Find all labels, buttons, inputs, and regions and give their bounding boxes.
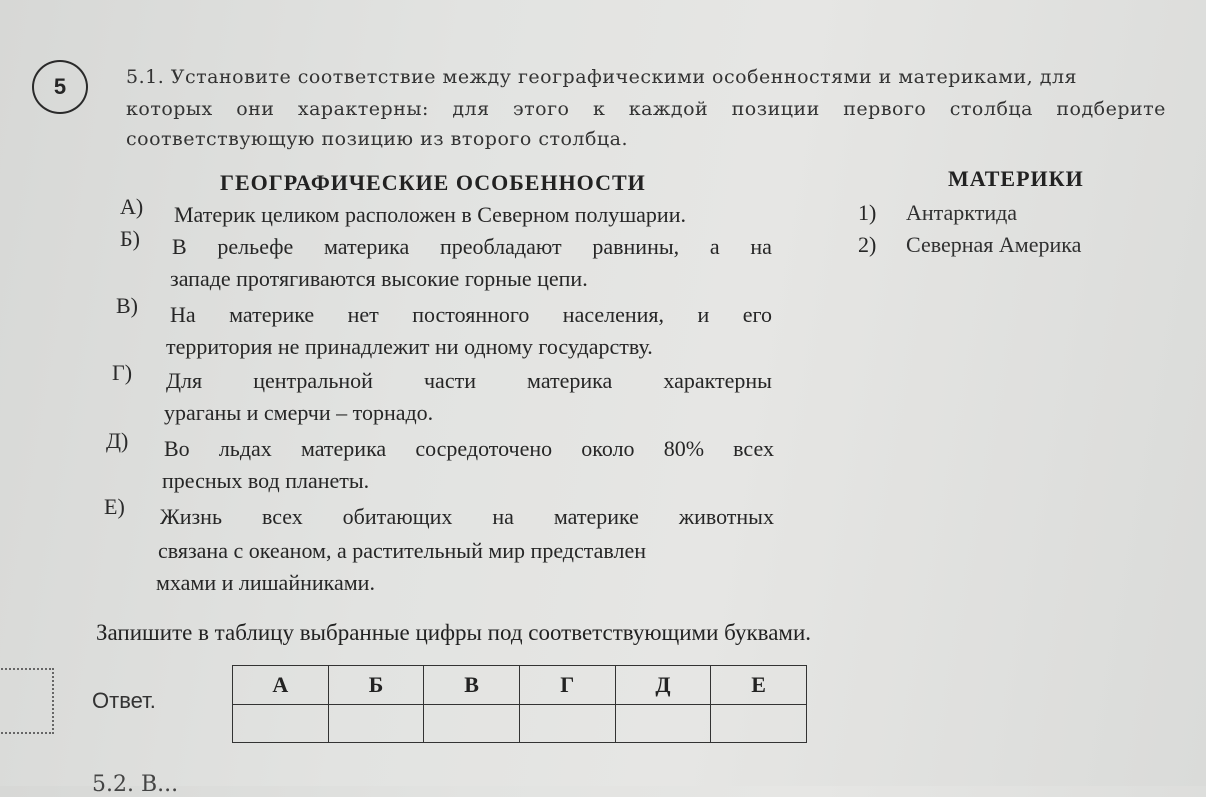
feature-letter-e: Е) bbox=[104, 494, 125, 519]
intro-line-3: соответствующую позицию из второго столбца. bbox=[126, 128, 629, 150]
feature-e-line-3: мхами и лишайниками. bbox=[156, 570, 375, 595]
answer-table bbox=[232, 665, 807, 743]
answer-instruction: Запишите в таблицу выбранные цифры под соответствующими буквами. bbox=[96, 620, 812, 645]
answer-cell-g[interactable] bbox=[519, 705, 615, 743]
next-question-partial: 5.2. В... bbox=[92, 772, 179, 797]
intro-line-2: которых они характерны: для этого к каждой позиции первого столбца подберите bbox=[126, 98, 1166, 120]
feature-letter-g: Г) bbox=[112, 360, 133, 385]
feature-e-line-2: связана с океаном, а растительный мир представлен bbox=[158, 538, 647, 563]
feature-v-line-2: территория не принадлежит ни одному государству. bbox=[166, 334, 653, 359]
continent-number-2: 2) bbox=[858, 232, 877, 257]
score-box bbox=[0, 668, 54, 734]
feature-d-line-2: пресных вод планеты. bbox=[162, 468, 370, 493]
answer-cell-b[interactable] bbox=[328, 705, 424, 743]
answer-label: Ответ. bbox=[92, 688, 156, 713]
answer-header-d: Д bbox=[615, 666, 711, 705]
continent-number-1: 1) bbox=[858, 200, 877, 225]
continent-name-2: Северная Америка bbox=[906, 232, 1082, 257]
feature-letter-v: В) bbox=[116, 293, 138, 318]
features-column-header: ГЕОГРАФИЧЕСКИЕ ОСОБЕННОСТИ bbox=[220, 170, 646, 195]
feature-a-line-1: Материк целиком расположен в Северном полушарии. bbox=[174, 202, 686, 227]
feature-v-line-1: На материке нет постоянного населения, и его bbox=[170, 302, 772, 327]
feature-g-line-2: ураганы и смерчи – торнадо. bbox=[164, 400, 434, 425]
feature-d-line-1: Во льдах материка сосредоточено около 80% всех bbox=[164, 436, 774, 461]
answer-header-a: А bbox=[233, 666, 329, 705]
feature-letter-d: Д) bbox=[106, 428, 129, 453]
answer-cell-d[interactable] bbox=[615, 705, 711, 743]
answer-cell-v[interactable] bbox=[424, 705, 520, 743]
feature-g-line-1: Для центральной части материка характерны bbox=[166, 368, 772, 393]
answer-header-b: Б bbox=[328, 666, 424, 705]
answer-header-g: Г bbox=[519, 666, 615, 705]
feature-e-line-1: Жизнь всех обитающих на материке животных bbox=[160, 504, 774, 529]
feature-letter-a: А) bbox=[120, 194, 144, 219]
answer-cell-a[interactable] bbox=[233, 705, 329, 743]
question-number: 5 bbox=[53, 74, 67, 99]
answer-header-e: Е bbox=[711, 666, 807, 705]
answer-cell-e[interactable] bbox=[711, 705, 807, 743]
answer-header-v: В bbox=[424, 666, 520, 705]
continents-column-header: МАТЕРИКИ bbox=[948, 166, 1084, 191]
feature-b-line-1: В рельефе материка преобладают равнины, а на bbox=[172, 234, 772, 259]
intro-line-1: 5.1. Установите соответствие между географическими особенностями и материками, для bbox=[126, 66, 1078, 88]
feature-b-line-2: западе протягиваются высокие горные цепи. bbox=[170, 266, 588, 291]
question-number-badge bbox=[32, 60, 88, 114]
continent-name-1: Антарктида bbox=[906, 200, 1018, 225]
feature-letter-b: Б) bbox=[120, 226, 140, 251]
